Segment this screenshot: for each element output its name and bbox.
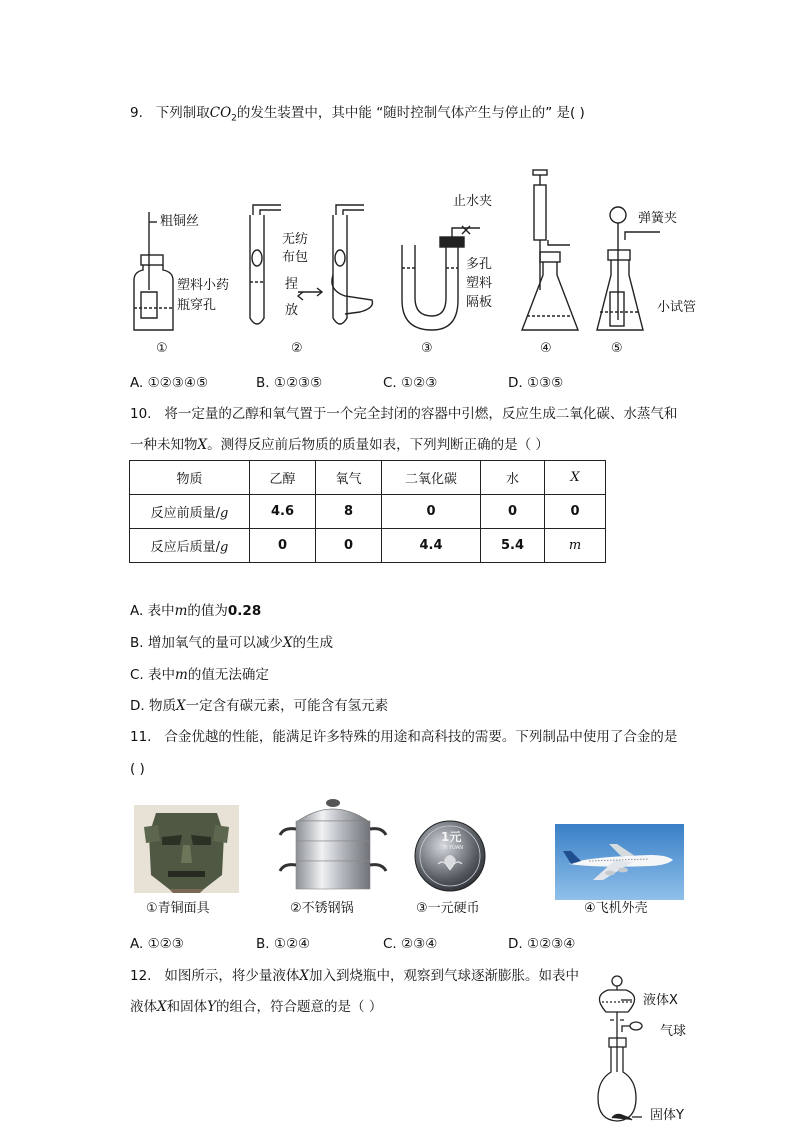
var-x: X	[299, 968, 309, 984]
table-cell: 0	[481, 495, 545, 529]
unit-g: g	[220, 506, 229, 521]
q12-flask-apparatus	[590, 960, 660, 1123]
q11-option-d: D. ①②③④	[508, 936, 576, 952]
option-text: 的值无法确定	[187, 667, 269, 683]
q10-stem-line2	[130, 436, 549, 454]
apparatus-number-2: ②	[291, 341, 303, 356]
q12-text-2c: 的组合，符合题意的是（ ）	[216, 999, 383, 1015]
q9-option-b: B. ①②③⑤	[256, 375, 323, 391]
table-row	[130, 529, 606, 563]
label-clamp: 止水夹	[453, 194, 493, 209]
option-text: B. 增加氧气的量可以减少	[130, 635, 283, 651]
q12-text-2b: 和固体	[166, 999, 208, 1015]
apparatus-4-flask	[522, 170, 578, 330]
var-m: m	[175, 667, 188, 683]
q10-option-b	[130, 634, 333, 652]
q11-option-a: A. ①②③	[130, 936, 184, 952]
q10-text-1: 将一定量的乙醇和氧气置于一个完全封闭的容器中引燃，反应生成二氧化碳、水蒸气和	[164, 406, 678, 422]
var-x: X	[157, 999, 167, 1015]
option-text: 的生成	[292, 635, 333, 651]
table-header-cell: 乙醇	[250, 461, 316, 495]
caption-bronze-mask: ①青铜面具	[146, 901, 210, 916]
table-header-row	[130, 461, 606, 495]
q11-stem-line1	[130, 728, 677, 746]
q12-text-2a: 液体	[130, 999, 157, 1015]
table-cell: 5.4	[481, 529, 545, 563]
apparatus-number-3: ③	[421, 341, 433, 356]
apparatus-number-4: ④	[540, 341, 552, 356]
label-cloth-1: 无纺	[282, 232, 309, 247]
q11-number: 11.	[130, 729, 152, 745]
unit-g: g	[220, 540, 229, 555]
row-label-text: 反应前质量/	[150, 506, 221, 521]
q9-option-a: A. ①②③④⑤	[130, 375, 209, 391]
label-bottle-2: 瓶穿孔	[177, 298, 217, 313]
table-cell: m	[545, 529, 606, 563]
option-value: 0.28	[227, 603, 262, 619]
table-header-cell: 二氧化碳	[382, 461, 481, 495]
label-liquid-x: 液体X	[643, 993, 678, 1008]
option-text: 一定含有碳元素，可能含有氢元素	[185, 698, 389, 714]
co2-formula: CO	[209, 105, 232, 121]
coin-denomination: 1元	[441, 830, 462, 844]
airplane-image	[555, 824, 684, 900]
table-row-label	[130, 529, 250, 563]
q12-stem-line2	[130, 998, 382, 1016]
table-cell: 0	[545, 495, 606, 529]
q11-text-2: ( )	[130, 761, 145, 777]
label-solid-y: 固体Y	[650, 1108, 684, 1123]
mass-table	[129, 460, 606, 563]
table-cell: 0	[316, 529, 382, 563]
q10-stem-line1	[130, 405, 677, 423]
q10-text-2b: 。测得反应前后物质的质量如表，下列判断正确的是（ ）	[207, 437, 549, 453]
q9-text-b: 的发生装置中，其中能 “随时控制气体产生与停止的” 是( )	[236, 105, 585, 121]
table-header-cell: 水	[481, 461, 545, 495]
label-balloon: 气球	[660, 1024, 687, 1039]
row-label-text: 反应后质量/	[150, 540, 221, 555]
option-text: 的值为	[187, 603, 228, 619]
var-x: X	[282, 635, 293, 651]
table-header-cell: X	[545, 461, 606, 495]
var-x: X	[175, 698, 186, 714]
bronze-mask-image	[134, 805, 239, 893]
apparatus-number-5: ⑤	[611, 341, 623, 356]
apparatus-number-1: ①	[156, 341, 168, 356]
table-cell: 4.6	[250, 495, 316, 529]
label-plate-2: 塑料	[466, 276, 493, 291]
label-cloth-2: 布包	[282, 250, 309, 265]
q9-number: 9.	[130, 105, 143, 121]
q11-option-b: B. ①②④	[256, 936, 311, 952]
q10-text-2a: 一种未知物	[130, 437, 198, 453]
label-copper-wire: 粗铜丝	[160, 214, 200, 229]
q9-option-c: C. ①②③	[383, 375, 438, 391]
caption-airplane: ④飞机外壳	[584, 901, 648, 916]
option-text: A. 表中	[130, 603, 175, 619]
q10-option-d	[130, 697, 388, 715]
coin-yi-yuan-text: YI YUAN	[443, 845, 463, 851]
label-small-tube: 小试管	[657, 300, 697, 315]
label-bottle-1: 塑料小药	[177, 278, 230, 293]
apparatus-2-tubes	[250, 205, 373, 324]
table-header-cell: 物质	[130, 461, 250, 495]
table-cell: 0	[382, 495, 481, 529]
label-plate-1: 多孔	[466, 257, 493, 272]
q11-text-1: 合金优越的性能，能满足许多特殊的用途和高科技的需要。下列制品中使用了合金的是	[164, 729, 678, 745]
caption-steel-pot: ②不锈钢锅	[290, 901, 354, 916]
q10-number: 10.	[130, 406, 152, 422]
q10-option-a	[130, 602, 261, 620]
var-m: m	[174, 603, 188, 619]
label-pinch: 捏	[285, 277, 299, 292]
q10-option-c	[130, 666, 269, 684]
q11-option-c: C. ②③④	[383, 936, 438, 952]
q12-text-1b: 加入到烧瓶中，观察到气球逐渐膨胀。如表中	[308, 968, 579, 984]
steamer-pot-image	[276, 795, 391, 895]
caption-coin: ③一元硬币	[416, 901, 480, 916]
option-text: D. 物质	[130, 698, 176, 714]
table-header-cell: 氧气	[316, 461, 382, 495]
option-text: C. 表中	[130, 667, 176, 683]
table-cell: 8	[316, 495, 382, 529]
label-plate-3: 隔板	[466, 295, 493, 310]
co2-subscript: 2	[231, 113, 237, 124]
var-x: X	[197, 437, 208, 453]
table-cell: 0	[250, 529, 316, 563]
var-y: Y	[207, 999, 217, 1015]
label-release: 放	[285, 303, 299, 318]
table-cell: 4.4	[382, 529, 481, 563]
q9-option-d: D. ①③⑤	[508, 375, 564, 391]
q12-number: 12.	[130, 968, 152, 984]
q9-text-a: 下列制取	[155, 105, 210, 121]
table-row	[130, 495, 606, 529]
table-row-label	[130, 495, 250, 529]
q9-apparatus-figure	[0, 0, 794, 400]
q12-stem-line1	[130, 967, 579, 985]
label-spring-clip: 弹簧夹	[638, 211, 678, 226]
q12-text-1a: 如图所示，将少量液体	[164, 968, 300, 984]
